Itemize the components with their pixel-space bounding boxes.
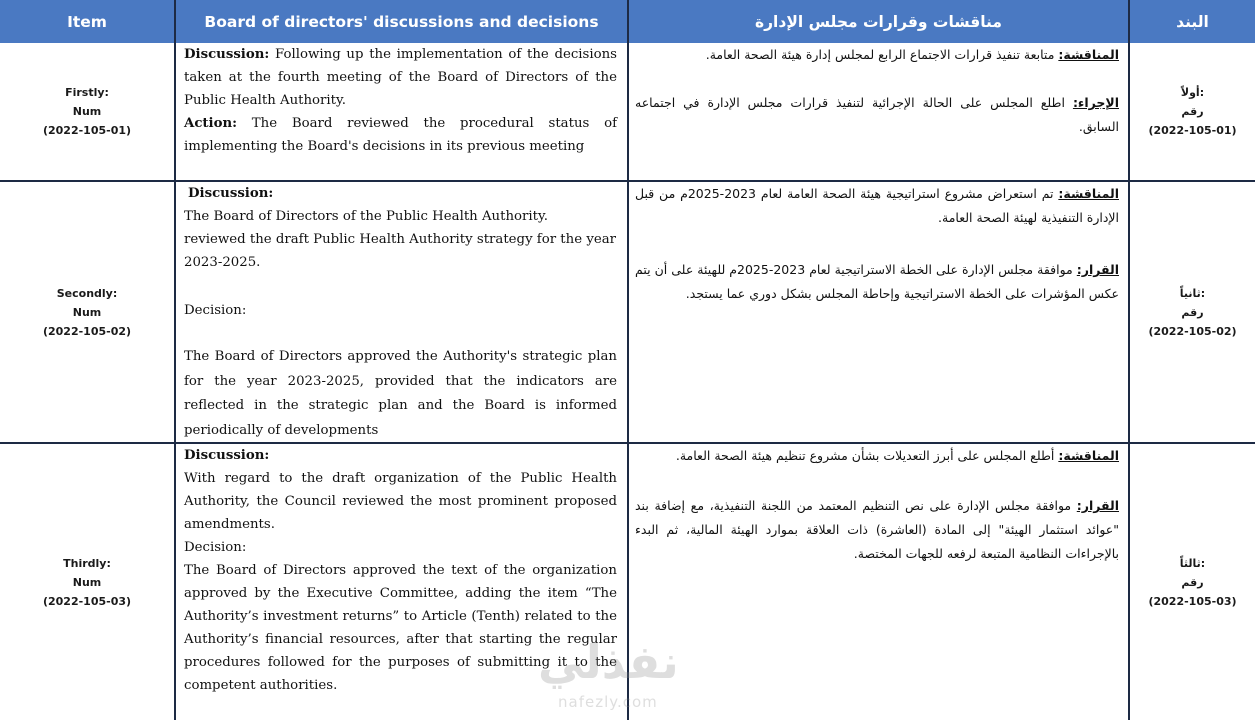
row-3-num: Num <box>72 575 102 589</box>
row-2-band-code: (2022-105-02) <box>1148 324 1237 338</box>
header-item: Item <box>0 0 176 43</box>
row-2-code: (2022-105-02) <box>42 324 132 338</box>
row-2-num: Num <box>72 305 102 319</box>
row-1-ordinal: Firstly: <box>65 86 109 99</box>
row-3-english <box>176 444 629 720</box>
row-3-item <box>0 444 176 720</box>
row-3-arabic <box>629 444 1130 720</box>
row-2-english <box>176 182 629 444</box>
row-3-band-code: (2022-105-03) <box>1148 594 1237 608</box>
row-3-en-discussion-label: Discussion: <box>184 448 270 463</box>
row-1-ar-discussion: المناقشة: متابعة تنفيذ قرارات الاجتماع الرابع لمجلس إدارة هيئة الصحة العامة. <box>705 47 1119 62</box>
row-1-item <box>0 43 176 182</box>
row-2-band-num: رقم <box>1181 305 1204 319</box>
row-3-band <box>1130 444 1255 720</box>
row-2-item <box>0 182 176 444</box>
row-3-code: (2022-105-03) <box>42 594 132 608</box>
row-1-english <box>176 43 629 182</box>
row-1-num: Num <box>72 105 102 118</box>
row-1-band-code: (2022-105-01) <box>1148 124 1237 137</box>
row-3-ar-discussion: المناقشة: أطلع المجلس على أبرز التعديلات بشأن مشروع تنظيم هيئة الصحة العامة. <box>675 448 1119 463</box>
row-1-arabic <box>629 43 1130 182</box>
row-2-band-ordinal: ثانياً: <box>1179 286 1206 300</box>
row-3-ar-decision: القرار: موافقة مجلس الإدارة على نص التنظيم المعتمد من اللجنة التنفيذية، مع إضافة بند "عوائد استثمار الهيئة" إلى المادة (العاشرة) ذات العلاقة بموارد الهيئة المالية، ثم البدء بالإجراءات النظامية المتبعة لرفعه للجهات المختصة. <box>635 498 1119 561</box>
watermark-text: نفذلي <box>538 635 679 689</box>
row-2-ordinal: Secondly: <box>56 286 118 300</box>
row-1-band-ordinal: أولاً: <box>1180 86 1205 99</box>
row-2-ar-decision: القرار: موافقة مجلس الإدارة على الخطة الاستراتيجية لعام 2023-2025م للهيئة على أن يتم عكس المؤشرات على الخطة الاستراتيجية وإحاطة المجلس بشكل دوري عما يستجد. <box>635 262 1119 301</box>
row-3-ordinal: Thirdly: <box>63 556 111 570</box>
row-2-ar-discussion: المناقشة: تم استعراض مشروع استراتيجية هيئة الصحة العامة لعام 2023-2025م من قبل الإدارة التنفيذية لهيئة الصحة العامة. <box>635 186 1119 225</box>
watermark-sub: nafezly.com <box>558 693 658 711</box>
row-2-en-decision-text: The Board of Directors approved the Authority's strategic plan for the year 2023-2025, provided that the indicators are reflected in the strategic plan and the Board is informed periodically of developments <box>184 349 617 438</box>
row-2-en-line2: reviewed the draft Public Health Authority strategy for the year 2023-2025. <box>184 232 616 270</box>
row-1-en-discussion: Discussion: Following up the implementation of the decisions taken at the fourth meeting of the Board of Directors of the Public Health Authority. <box>184 47 617 108</box>
header-arabic: مناقشات وقرارات مجلس الإدارة <box>629 0 1130 43</box>
row-2-en-decision-label: Decision: <box>184 303 247 318</box>
row-3-en-decision-label: Decision: <box>184 540 247 555</box>
row-3-en-discussion-text: With regard to the draft organization of the Public Health Authority, the Council reviewed the most prominent proposed amendments. <box>184 471 617 532</box>
row-3-band-ordinal: ثالثاً: <box>1179 556 1206 570</box>
row-1-band-num: رقم <box>1181 105 1204 118</box>
row-2-en-discussion-label: Discussion: <box>188 186 274 201</box>
row-2-arabic <box>629 182 1130 444</box>
row-1-en-action: Action: The Board reviewed the procedural status of implementing the Board's decisions in its previous meeting <box>184 116 617 154</box>
row-2-en-line1: The Board of Directors of the Public Health Authority. <box>184 209 548 224</box>
header-english: Board of directors' discussions and decisions <box>176 0 629 43</box>
row-1-ar-action: الإجراء: اطلع المجلس على الحالة الإجرائية لتنفيذ قرارات مجلس الإدارة في اجتماعه السابق. <box>635 95 1119 134</box>
row-3-en-decision-text: The Board of Directors approved the text of the organization approved by the Executive Committee, adding the item “The Authority’s investment returns” to Article (Tenth) related to the Authority’s financial resources, after that starting the regular procedures followed for the purposes of submitting it to the competent authorities. <box>184 563 617 693</box>
header-band: البند <box>1130 0 1255 43</box>
row-2-band <box>1130 182 1255 444</box>
row-1-band <box>1130 43 1255 182</box>
row-1-code: (2022-105-01) <box>42 124 132 137</box>
row-3-band-num: رقم <box>1181 575 1204 589</box>
